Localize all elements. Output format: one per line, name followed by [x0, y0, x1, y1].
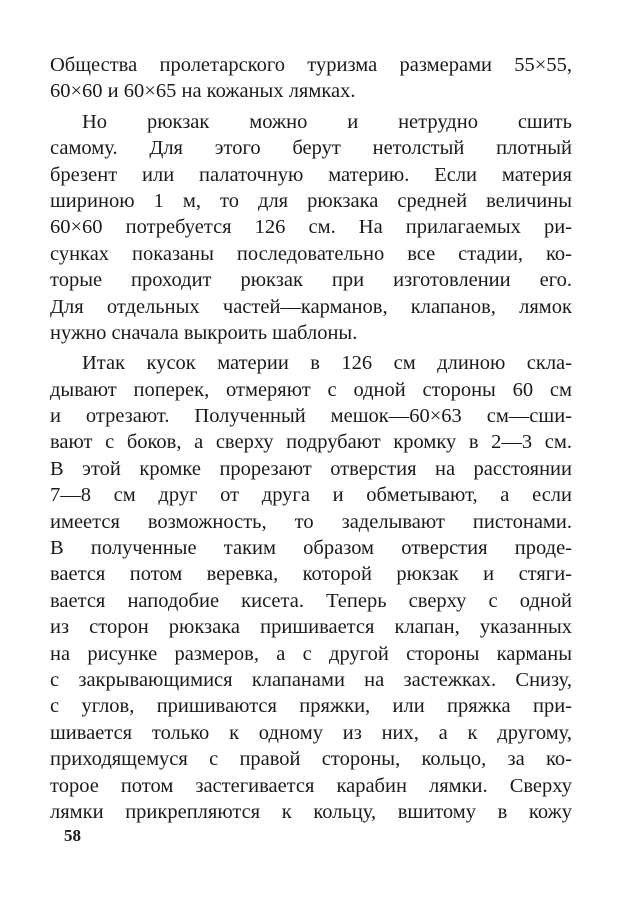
text-line: шириною 1 м, то для рюкзака средней величины — [50, 189, 572, 212]
text-line: с углов, пришиваются пряжки, или пряжка при- — [50, 695, 572, 718]
text-line: Для отдельных частей—карманов, клапанов, лямок — [50, 295, 572, 318]
text-line: приходящемуся с правой стороны, кольцо, за ко- — [50, 748, 572, 771]
text-line: вают с боков, а сверху подрубают кромку в 2—3 см. — [50, 431, 572, 454]
text-line: В этой кромке прорезают отверстия на расстоянии — [50, 457, 572, 480]
text-line: на рисунке размеров, а с другой стороны карманы — [50, 642, 572, 665]
text-line: имеется возможность, то заделывают пистонами. — [50, 510, 572, 533]
text-line: дывают поперек, отмеряют с одной стороны 60 см — [50, 378, 572, 401]
text-line: 7—8 см друг от друга и обметывают, а если — [50, 484, 572, 507]
text-line: с закрывающимися клапанами на застежках. Снизу, — [50, 668, 572, 691]
text-line: В полученные таким образом отверстия проде- — [50, 537, 572, 560]
text-line: нужно сначала выкроить шаблоны. — [50, 321, 358, 344]
text-line: 60×60 потребуется 126 см. На прилагаемых ри- — [50, 216, 572, 239]
text-line: Но рюкзак можно и нетрудно сшить — [82, 110, 572, 133]
text-line: и отрезают. Полученный мешок—60×63 см—сши- — [50, 405, 572, 428]
text-line: вается потом веревка, которой рюкзак и стяги- — [50, 563, 572, 586]
text-line: Общества пролетарского туризма размерами 55×55, — [50, 54, 572, 76]
text-line: брезент или палаточную материю. Если материя — [50, 163, 572, 186]
text-line: торое потом застегивается карабин лямки. Сверху — [50, 774, 572, 797]
text-line: самому. Для этого берут нетолстый плотный — [50, 137, 572, 160]
text-line: сунках показаны последовательно все стадии, ко- — [50, 242, 572, 265]
text-line: лямки прикрепляются к кольцу, вшитому в кожу — [50, 800, 572, 823]
text-line: торые проходит рюкзак при изготовлении его. — [50, 269, 572, 292]
text-line: из сторон рюкзака пришивается клапан, указанных — [50, 616, 572, 639]
text-line: вается наподобие кисета. Теперь сверху с одной — [50, 589, 572, 612]
text-line: 60×60 и 60×65 на кожаных лямках. — [50, 80, 356, 103]
page-number: 58 — [64, 826, 81, 845]
page-text — [50, 52, 572, 825]
text-line: Итак кусок материи в 126 см длиною скла- — [82, 352, 572, 375]
text-line: шивается только к одному из них, а к другому, — [50, 721, 572, 744]
